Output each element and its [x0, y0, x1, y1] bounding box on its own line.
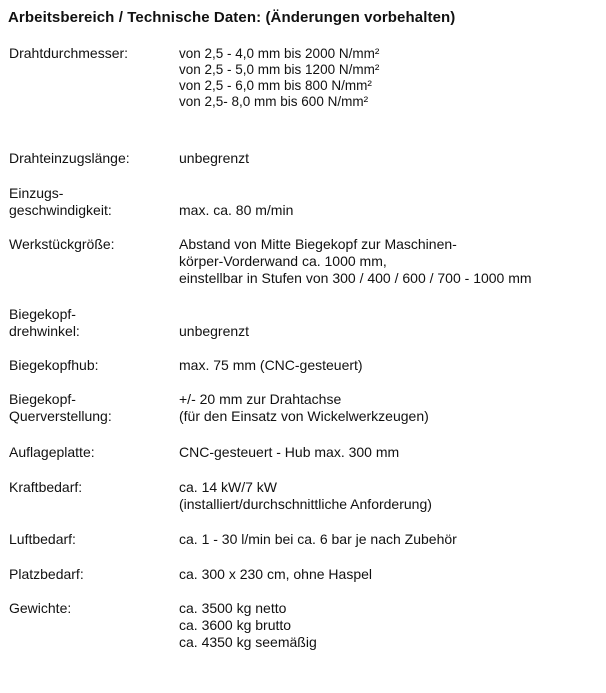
- spec-label: [9, 444, 95, 461]
- spec-value: [179, 391, 429, 425]
- spec-label: [9, 566, 84, 583]
- spec-value-line: +/- 20 mm zur Drahtachse: [179, 391, 342, 407]
- spec-value: [179, 202, 293, 219]
- spec-label-line: drehwinkel:: [9, 323, 80, 339]
- spec-value-line: max. 75 mm (CNC-gesteuert): [179, 357, 363, 373]
- spec-label: [9, 185, 112, 219]
- spec-value: [179, 46, 379, 110]
- page-title: Arbeitsbereich / Technische Daten: (Änderungen vorbehalten): [8, 9, 456, 26]
- spec-label-line: Biegekopfhub:: [9, 357, 99, 373]
- spec-label: [9, 45, 128, 62]
- spec-value: [179, 236, 532, 287]
- spec-label-line: Luftbedarf:: [9, 531, 76, 547]
- spec-label-line: Platzbedarf:: [9, 566, 84, 582]
- spec-label-line: Biegekopf-: [9, 391, 76, 407]
- spec-value-line: von 2,5 - 5,0 mm bis 1200 N/mm²: [179, 62, 380, 77]
- spec-value-line: CNC-gesteuert - Hub max. 300 mm: [179, 444, 400, 460]
- spec-value-line: einstellbar in Stufen von 300 / 400 / 600 / 700 - 1000 mm: [179, 270, 532, 286]
- spec-value-line: unbegrenzt: [179, 150, 250, 166]
- spec-value-line: körper-Vorderwand ca. 1000 mm,: [179, 253, 387, 269]
- spec-label: [9, 236, 115, 253]
- spec-value-line: (für den Einsatz von Wickelwerkzeugen): [179, 408, 429, 424]
- spec-label-line: Auflageplatte:: [9, 444, 95, 460]
- spec-value: [179, 600, 317, 651]
- spec-value-line: ca. 3500 kg netto: [179, 600, 287, 616]
- spec-value-line: ca. 3600 kg brutto: [179, 617, 292, 633]
- spec-value: [179, 566, 372, 583]
- spec-label-line: Einzugs-: [9, 185, 64, 201]
- spec-value-line: von 2,5 - 4,0 mm bis 2000 N/mm²: [179, 46, 380, 61]
- spec-value: [179, 531, 457, 548]
- spec-value-line: unbegrenzt: [179, 323, 250, 339]
- spec-value: [179, 323, 249, 340]
- spec-value-line: ca. 14 kW/7 kW: [179, 479, 278, 495]
- spec-label-line: Drahteinzugslänge:: [9, 150, 130, 166]
- spec-value-line: ca. 300 x 230 cm, ohne Haspel: [179, 566, 373, 582]
- spec-value-line: ca. 1 - 30 l/min bei ca. 6 bar je nach Zubehör: [179, 531, 457, 547]
- spec-value-line: Abstand von Mitte Biegekopf zur Maschinen-: [179, 236, 457, 252]
- spec-value: [179, 444, 399, 461]
- spec-value-line: ca. 4350 kg seemäßig: [179, 634, 317, 650]
- spec-label: [9, 479, 82, 496]
- spec-value-line: (installiert/durchschnittliche Anforderung): [179, 496, 432, 512]
- spec-value-line: max. ca. 80 m/min: [179, 202, 294, 218]
- spec-label-line: Querverstellung:: [9, 408, 112, 424]
- spec-label-line: Kraftbedarf:: [9, 479, 83, 495]
- spec-value-line: von 2,5- 8,0 mm bis 600 N/mm²: [179, 94, 369, 109]
- spec-label-line: Gewichte:: [9, 600, 72, 616]
- spec-value: [179, 357, 363, 374]
- spec-label: [9, 531, 76, 548]
- spec-label-line: Drahtdurchmesser:: [9, 45, 129, 61]
- spec-value-line: von 2,5 - 6,0 mm bis 800 N/mm²: [179, 78, 372, 93]
- spec-label-line: Werkstückgröße:: [9, 236, 115, 252]
- spec-value: [179, 150, 249, 167]
- spec-label: [9, 357, 99, 374]
- spec-label: [9, 391, 112, 425]
- spec-label-line: geschwindigkeit:: [9, 202, 112, 218]
- spec-value: [179, 479, 432, 513]
- spec-label: [9, 150, 130, 167]
- spec-label-line: Biegekopf-: [9, 306, 76, 322]
- spec-label: [9, 306, 80, 340]
- spec-label: [9, 600, 71, 617]
